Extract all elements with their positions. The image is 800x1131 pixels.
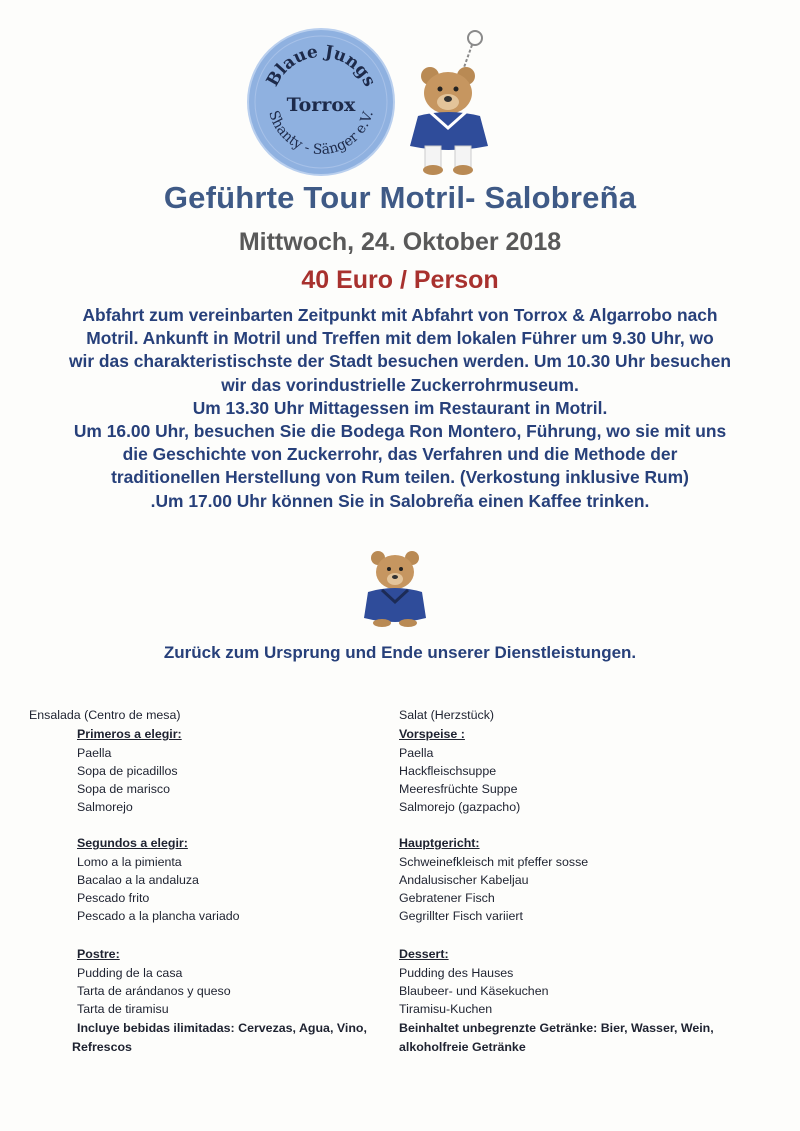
- menu-item: Tiramisu-Kuchen: [399, 1002, 493, 1016]
- tour-price: 40 Euro / Person: [301, 266, 499, 294]
- logo-bottom-text: Shanty - Sänger e.V.: [265, 108, 377, 159]
- menu-item: Sopa de picadillos: [77, 764, 178, 778]
- menu-es-starters-header: Primeros a elegir:: [77, 727, 182, 741]
- closing-statement: Zurück zum Ursprung und Ende unserer Dienstleistungen.: [163, 643, 637, 662]
- menu-item: Schweinefkleisch mit pfeffer sosse: [399, 855, 589, 869]
- menu-es-drinks-cont: Refrescos: [72, 1040, 132, 1054]
- menu-item: Pudding des Hauses: [399, 966, 514, 980]
- menu-item: Gegrillter Fisch variiert: [399, 909, 523, 923]
- description-line: wir das vorindustrielle Zuckerrohrmuseum.: [221, 374, 579, 395]
- menu-de-mains-header: Hauptgericht:: [399, 836, 480, 850]
- menu-es-drinks: Incluye bebidas ilimitadas: Cervezas, Agua, Vino,: [77, 1021, 367, 1035]
- tour-title: Geführte Tour Motril- Salobreña: [163, 180, 637, 215]
- teddy-bear-keychain-image: [400, 28, 505, 178]
- menu-item: Meeresfrüchte Suppe: [399, 782, 518, 796]
- menu-de-drinks: Beinhaltet unbegrenzte Getränke: Bier, Wasser, Wein,: [399, 1021, 714, 1035]
- menu-item: Pescado a la plancha variado: [77, 909, 240, 923]
- description-line: .Um 17.00 Uhr können Sie in Salobreña einen Kaffee trinken.: [150, 490, 650, 511]
- menu-de-starters-header: Vorspeise :: [399, 727, 465, 741]
- description-line: wir das charakteristischste der Stadt besuchen werden. Um 10.30 Uhr besuchen: [68, 351, 732, 372]
- description-line: Um 16.00 Uhr, besuchen Sie die Bodega Ron Montero, Führung, wo sie mit uns: [73, 421, 727, 442]
- teddy-bear-image: [360, 548, 430, 628]
- menu-de-dessert-header: Dessert:: [399, 947, 449, 961]
- menu-item: Tarta de arándanos y queso: [77, 984, 231, 998]
- logo-center-text: Torrox: [286, 94, 356, 116]
- menu-de-drinks-cont: alkoholfreie Getränke: [399, 1040, 526, 1054]
- menu-item: Pescado frito: [77, 891, 150, 905]
- tour-date: Mittwoch, 24. Oktober 2018: [238, 228, 562, 256]
- menu-es-mains-header: Segundos a elegir:: [77, 836, 188, 850]
- description-line: die Geschichte von Zuckerrohr, das Verfahren und die Methode der: [122, 444, 678, 465]
- menu-item: Lomo a la pimienta: [77, 855, 182, 869]
- menu-item: Tarta de tiramisu: [77, 1002, 169, 1016]
- description-line: Motril. Ankunft in Motril und Treffen mit dem lokalen Führer um 9.30 Uhr, wo: [86, 328, 714, 349]
- menu-item: Pudding de la casa: [77, 966, 183, 980]
- menu-item: Hackfleischsuppe: [399, 764, 497, 778]
- logo-top-text: Blaue Jungs: [262, 41, 380, 90]
- menu-item: Paella: [399, 746, 434, 760]
- menu-item: Gebratener Fisch: [399, 891, 495, 905]
- description-line: Abfahrt zum vereinbarten Zeitpunkt mit Abfahrt von Torrox & Algarrobo nach: [82, 305, 718, 325]
- menu-item: Sopa de marisco: [77, 782, 170, 796]
- menu-item: Andalusischer Kabeljau: [399, 873, 529, 887]
- menu-item: Paella: [77, 746, 112, 760]
- menu-item: Bacalao a la andaluza: [77, 873, 199, 887]
- menu-item: Blaubeer- und Käsekuchen: [399, 984, 549, 998]
- menu-de-intro: Salat (Herzstück): [399, 708, 495, 722]
- menu-es-dessert-header: Postre:: [77, 947, 120, 961]
- description-line: traditionellen Herstellung von Rum teilen. (Verkostung inklusive Rum): [111, 467, 689, 488]
- tour-description: [30, 304, 770, 513]
- description-line: Um 13.30 Uhr Mittagessen im Restaurant in Motril.: [192, 397, 608, 418]
- menu-item: Salmorejo (gazpacho): [399, 800, 521, 814]
- menu-item: Salmorejo: [77, 800, 133, 814]
- menu-es-intro: Ensalada (Centro de mesa): [29, 708, 181, 722]
- blaue-jungs-logo: [246, 27, 396, 177]
